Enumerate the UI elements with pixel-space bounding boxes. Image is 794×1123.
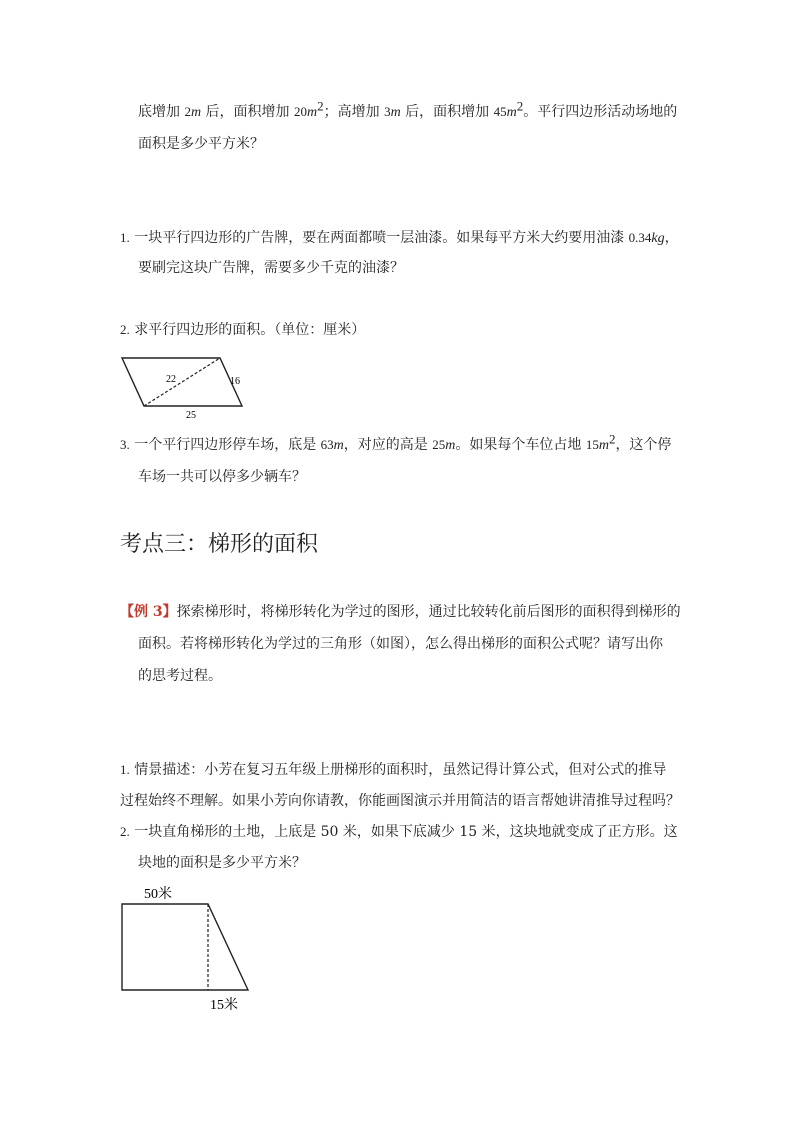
text-fragment: 。平行四边形活动场地的 xyxy=(523,104,678,120)
problem-number: 1. xyxy=(120,230,130,245)
exponent: 2 xyxy=(608,431,616,447)
unit: m xyxy=(445,438,456,453)
problem-3-line-2: 车场一共可以停多少辆车？ xyxy=(138,469,306,485)
trapezoid-problem-2-line-1 xyxy=(120,822,678,842)
parallelogram-shape xyxy=(122,358,242,406)
text-fragment: ， xyxy=(664,230,679,246)
value: 0.34 xyxy=(628,230,652,245)
unit: m xyxy=(506,105,517,120)
text-fragment: ，这个停 xyxy=(615,437,672,453)
parallelogram-figure xyxy=(118,352,248,422)
problem-2-line-1 xyxy=(120,320,365,340)
value: 63 xyxy=(320,437,334,452)
example-line-1 xyxy=(120,602,681,622)
problem-number: 2. xyxy=(120,322,130,337)
unit: m xyxy=(190,105,202,120)
unit: m xyxy=(390,105,401,120)
problem-number: 3. xyxy=(120,437,130,452)
text-fragment: 探索梯形时，将梯形转化为学过的图形，通过比较转化前后图形的面积得到梯形的 xyxy=(176,604,681,620)
trapezoid-problem-1-line-1 xyxy=(120,760,666,780)
value: 2 xyxy=(184,104,191,119)
text-fragment: 一块直角梯形的土地，上底是 50 米，如果下底减少 15 米，这块地就变成了正方形。这 xyxy=(134,824,678,840)
text-fragment: 底增加 xyxy=(138,104,185,120)
problem-1-line-2: 要刷完这块广告牌，需要多少千克的油漆？ xyxy=(138,260,404,276)
label-side: 16 xyxy=(230,376,240,387)
text-fragment: 一个平行四边形停车场，底是 xyxy=(134,437,321,453)
label-diagonal: 22 xyxy=(166,374,176,385)
value: 3 xyxy=(384,104,391,119)
label-bottom: 15米 xyxy=(210,998,238,1013)
unit: m xyxy=(306,105,318,120)
problem-number: 2. xyxy=(120,824,130,839)
value: 20 xyxy=(293,104,307,119)
prev-problem-line-2: 面积是多少平方米？ xyxy=(138,136,264,152)
example-tag: 【例 3】 xyxy=(120,604,177,620)
figure-background xyxy=(118,882,258,1017)
value: 25 xyxy=(432,437,446,452)
label-base: 25 xyxy=(186,410,196,421)
text-fragment: 。如果每个车位占地 xyxy=(455,437,586,453)
height-dashed-line xyxy=(144,358,220,406)
example-line-3: 的思考过程。 xyxy=(138,668,222,684)
text-fragment: 情景描述：小芳在复习五年级上册梯形的面积时，虽然记得计算公式，但对公式的推导 xyxy=(134,762,667,778)
trapezoid-problem-2-line-2: 块地的面积是多少平方米？ xyxy=(138,855,306,871)
problem-3-line-1 xyxy=(120,431,672,456)
label-top: 50米 xyxy=(144,887,172,902)
value: 15 xyxy=(585,437,599,452)
right-trapezoid-figure xyxy=(118,882,258,1017)
exponent: 2 xyxy=(317,98,324,114)
text-fragment: 一块平行四边形的广告牌，要在两面都喷一层油漆。如果每平方米大约要用油漆 xyxy=(134,230,629,246)
unit: m xyxy=(598,438,609,453)
unit: kg xyxy=(651,231,665,246)
trapezoid-problem-1-line-2: 过程始终不理解。如果小芳向你请教，你能画图演示并用简洁的语言帮她讲清推导过程吗？ xyxy=(120,793,680,809)
unit: m xyxy=(333,438,344,453)
section-heading: 考点三：梯形的面积 xyxy=(120,532,319,557)
exponent: 2 xyxy=(516,98,524,114)
text-fragment: ；高增加 xyxy=(323,104,385,120)
text-fragment: 求平行四边形的面积。（单位：厘米） xyxy=(134,322,366,338)
text-fragment: ，对应的高是 xyxy=(343,437,433,453)
prev-problem-line-1 xyxy=(138,98,678,123)
example-line-2: 面积。若将梯形转化为学过的三角形（如图），怎么得出梯形的面积公式呢？请写出你 xyxy=(138,636,663,652)
problem-number: 1. xyxy=(120,762,130,777)
problem-1-line-1 xyxy=(120,228,679,249)
text-fragment: 后，面积增加 xyxy=(201,104,294,120)
value: 45 xyxy=(493,104,507,119)
text-fragment: 后，面积增加 xyxy=(400,104,494,120)
